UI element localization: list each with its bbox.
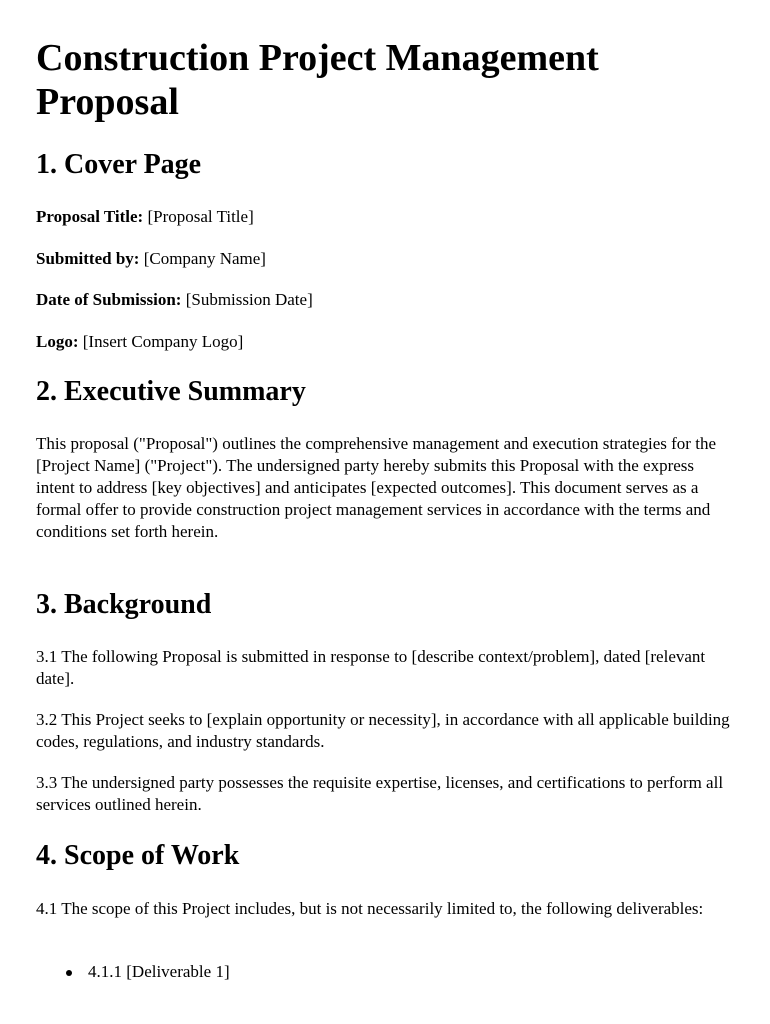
scope-intro-paragraph: 4.1 The scope of this Project includes, but is not necessarily limited to, the following deliverables: <box>36 899 704 918</box>
scope-of-work-heading: 4. Scope of Work <box>36 840 240 871</box>
document-title: Construction Project Management Proposal <box>36 37 599 123</box>
cover-page-heading: 1. Cover Page <box>36 149 202 180</box>
field-value: [Submission Date] <box>185 290 313 309</box>
cover-field-date-of-submission <box>36 289 736 311</box>
field-value: [Company Name] <box>143 249 266 268</box>
background-paragraph-3-1: 3.1 The following Proposal is submitted in response to [describe context/problem], dated [relevant date]. <box>36 647 706 688</box>
background-paragraph-3-3: 3.3 The undersigned party possesses the requisite expertise, licenses, and certifications to perform all services outlined herein. <box>36 773 724 814</box>
field-label: Date of Submission: <box>36 290 182 309</box>
deliverable-text: 4.1.1 [Deliverable 1] <box>88 962 230 981</box>
deliverables-list <box>36 961 230 983</box>
field-value: [Proposal Title] <box>147 207 254 226</box>
field-label: Submitted by: <box>36 249 140 268</box>
cover-field-logo <box>36 331 736 353</box>
list-item <box>36 961 230 983</box>
field-label: Logo: <box>36 332 79 351</box>
background-heading: 3. Background <box>36 589 212 620</box>
cover-field-proposal-title <box>36 206 736 228</box>
field-value: [Insert Company Logo] <box>82 332 244 351</box>
bullet-icon <box>66 970 72 976</box>
background-paragraph-3-2: 3.2 This Project seeks to [explain opportunity or necessity], in accordance with all applicable building codes, regulations, and industry standards. <box>36 710 730 751</box>
field-label: Proposal Title: <box>36 207 144 226</box>
executive-summary-body: This proposal ("Proposal") outlines the comprehensive management and execution strategies for the [Project Name] ("Project"). The undersigned party hereby submits this Proposal with the express intent to address [key objectives] and anticipates [expected outcomes]. This document serves as a formal offer to provide construction project management services in accordance with the terms and conditions set forth herein. <box>36 434 716 541</box>
executive-summary-heading: 2. Executive Summary <box>36 376 306 407</box>
cover-field-submitted-by <box>36 248 736 270</box>
